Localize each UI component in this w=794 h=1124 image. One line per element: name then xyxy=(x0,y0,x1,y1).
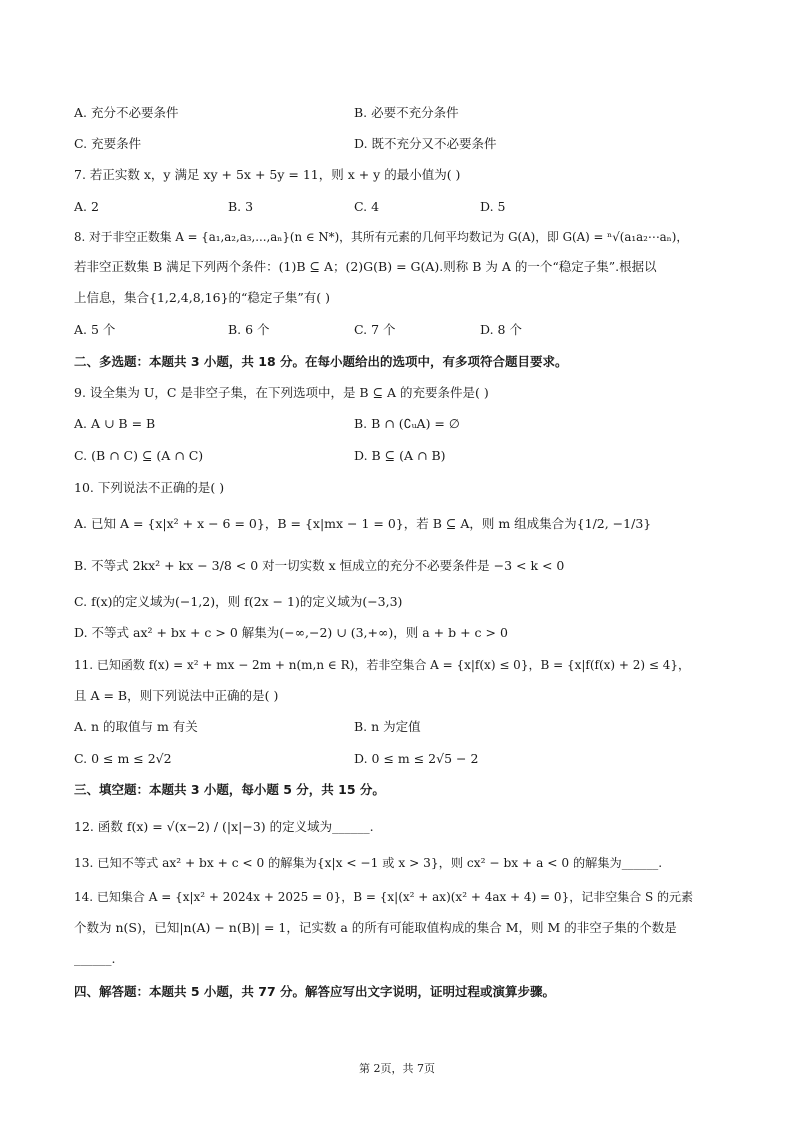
section-heading-multiple-choice: 二、多选题：本题共 3 小题，共 18 分。在每小题给出的选项中，有多项符合题目要求。 xyxy=(74,354,568,369)
page-footer: 第 2页，共 7页 xyxy=(359,1062,435,1075)
q7-option-b: B. 3 xyxy=(228,199,254,214)
q11-option-b: B. n 为定值 xyxy=(354,719,421,734)
q9-option-b: B. B ∩ (∁ᵤA) = ∅ xyxy=(354,416,460,431)
q8-stem-line2: 若非空正数集 B 满足下列两个条件：(1)B ⊆ A；(2)G(B) = G(A).则称 B 为 A 的一个“稳定子集”.根据以 xyxy=(74,259,657,274)
q9-option-a: A. A ∪ B = B xyxy=(74,416,156,431)
q6-option-a: A. 充分不必要条件 xyxy=(74,105,179,120)
q7-option-a: A. 2 xyxy=(74,199,99,214)
q8-stem-line1: 8. 对于非空正数集 A = {a₁,a₂,a₃,...,aₙ}(n ∈ N*)，其所有元素的几何平均数记为 G(A)，即 G(A) = ⁿ√(a₁a₂⋯aₙ)， xyxy=(74,230,689,244)
q10-option-a: A. 已知 A = {x|x² + x − 6 = 0}，B = {x|mx − 1 = 0}，若 B ⊆ A，则 m 组成集合为{1/2, −1/3} xyxy=(74,516,652,531)
section-heading-solutions: 四、解答题：本题共 5 小题，共 77 分。解答应写出文字说明，证明过程或演算步骤。 xyxy=(74,984,556,999)
q13-stem: 13. 已知不等式 ax² + bx + c < 0 的解集为{x|x < −1 或 x > 3}，则 cx² − bx + a < 0 的解集为______. xyxy=(74,856,663,870)
q9-option-c: C. (B ∩ C) ⊆ (A ∩ C) xyxy=(74,448,204,463)
q8-option-c: C. 7 个 xyxy=(354,322,396,337)
q8-option-d: D. 8 个 xyxy=(480,322,522,337)
q8-option-b: B. 6 个 xyxy=(228,322,270,337)
q8-stem-line3: 上信息，集合{1,2,4,8,16}的“稳定子集”有( ) xyxy=(74,290,331,305)
q9-option-d: D. B ⊆ (A ∩ B) xyxy=(354,448,446,463)
q14-stem-line3: ______. xyxy=(74,951,116,966)
q12-stem: 12. 函数 f(x) = √(x−2) / (|x|−3) 的定义域为______. xyxy=(74,819,374,834)
q11-stem-line1: 11. 已知函数 f(x) = x² + mx − 2m + n(m,n ∈ R)，若非空集合 A = {x|f(x) ≤ 0}，B = {x|f(f(x) + 2) ≤ 4}， xyxy=(74,658,691,672)
q10-stem: 10. 下列说法不正确的是( ) xyxy=(74,480,225,495)
q11-option-d: D. 0 ≤ m ≤ 2√5 − 2 xyxy=(354,751,479,766)
q11-option-a: A. n 的取值与 m 有关 xyxy=(74,719,198,734)
q7-stem: 7. 若正实数 x，y 满足 xy + 5x + 5y = 11，则 x + y 的最小值为( ) xyxy=(74,167,461,182)
q8-option-a: A. 5 个 xyxy=(74,322,116,337)
q6-option-d: D. 既不充分又不必要条件 xyxy=(354,136,497,151)
q10-option-d: D. 不等式 ax² + bx + c > 0 解集为(−∞,−2) ∪ (3,+∞)，则 a + b + c > 0 xyxy=(74,625,508,640)
q10-option-c: C. f(x)的定义域为(−1,2)，则 f(2x − 1)的定义域为(−3,3) xyxy=(74,594,403,609)
q7-option-d: D. 5 xyxy=(480,199,506,214)
q14-stem-line2: 个数为 n(S)，已知|n(A) − n(B)| = 1，记实数 a 的所有可能取值构成的集合 M，则 M 的非空子集的个数是 xyxy=(74,920,677,935)
section-heading-fill-in: 三、填空题：本题共 3 小题，每小题 5 分，共 15 分。 xyxy=(74,782,385,797)
q11-option-c: C. 0 ≤ m ≤ 2√2 xyxy=(74,751,172,766)
q6-option-b: B. 必要不充分条件 xyxy=(354,105,459,120)
q9-stem: 9. 设全集为 U，C 是非空子集，在下列选项中，是 B ⊆ A 的充要条件是( ) xyxy=(74,385,489,400)
q14-stem-line1: 14. 已知集合 A = {x|x² + 2024x + 2025 = 0}，B = {x|(x² + ax)(x² + 4ax + 4) = 0}，记非空集合 S 的元素 xyxy=(74,890,694,904)
q7-option-c: C. 4 xyxy=(354,199,380,214)
q10-option-b: B. 不等式 2kx² + kx − 3/8 < 0 对一切实数 x 恒成立的充分不必要条件是 −3 < k < 0 xyxy=(74,558,565,573)
q11-stem-line2: 且 A = B，则下列说法中正确的是( ) xyxy=(74,688,279,703)
q6-option-c: C. 充要条件 xyxy=(74,136,142,151)
